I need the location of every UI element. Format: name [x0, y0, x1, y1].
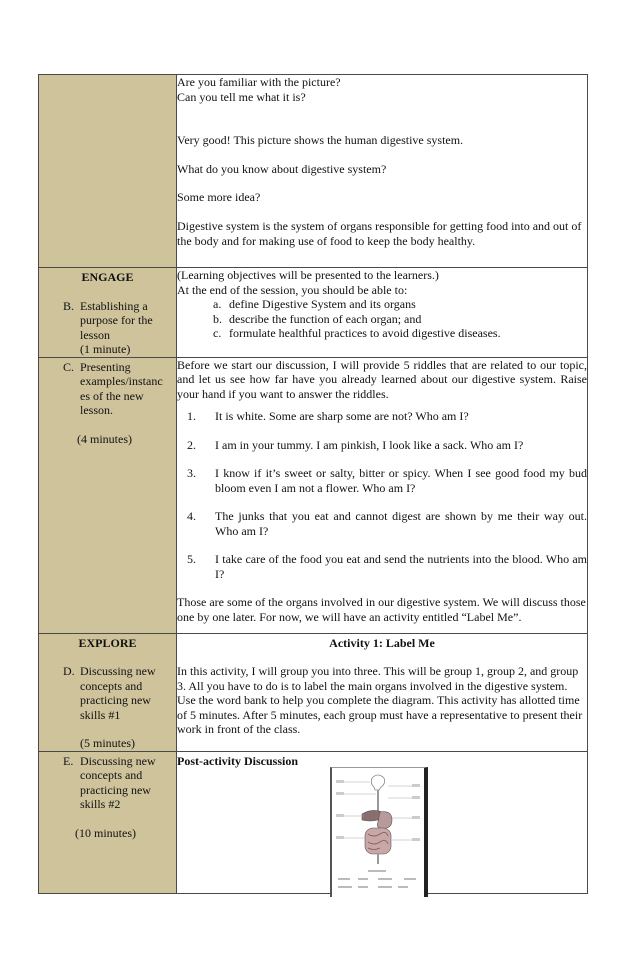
discussion-duration: (10 minutes): [75, 825, 136, 840]
presenting-left-cell: [39, 357, 177, 633]
riddle-number: 1.: [187, 409, 196, 423]
objective-item: [213, 297, 587, 312]
engage-duration: (1 minute): [80, 342, 131, 356]
question-know-digestive: What do you know about digestive system?: [177, 161, 387, 176]
riddle-intro: Before we start our discussion, I will provide 5 riddles that are related to our topic, and let us see how far have you already learned about our digestive system. Raise your hand if you want to answer the riddles.: [177, 357, 587, 401]
intro-left-cell: [39, 75, 177, 268]
riddle-list: [177, 409, 587, 581]
explore-left-cell: [39, 633, 177, 751]
presenting-item: [39, 360, 176, 418]
riddle-text: It is white. Some are sharp some are not? Who am I?: [215, 409, 469, 423]
riddle-number: 4.: [187, 509, 196, 523]
riddle-text: I know if it’s sweet or salty, bitter or spicy. When I see good food my bud bloom even I am not a flower. Who am I?: [215, 466, 587, 495]
question-more-idea: Some more idea?: [177, 190, 261, 204]
explore-item-label: Discussing new concepts and practicing new skills #1: [80, 664, 156, 722]
engage-heading: ENGAGE: [81, 270, 134, 284]
objective-item: [213, 312, 587, 327]
riddle-item: [177, 552, 587, 581]
question-what-is-it: Can you tell me what it is?: [177, 89, 306, 104]
engage-left-cell: [39, 268, 177, 358]
discussion-left-cell: [39, 751, 177, 893]
activity-title: Activity 1: Label Me: [329, 635, 435, 650]
engage-item-label: Establishing a purpose for the lesson: [80, 298, 153, 342]
explore-duration: (5 minutes): [80, 736, 135, 750]
answer-very-good: Very good! This picture shows the human digestive system.: [177, 133, 464, 147]
engage-item: [39, 299, 176, 343]
riddle-item: [177, 438, 587, 453]
objective-item: [213, 326, 587, 341]
presenting-right-cell: [177, 357, 588, 633]
discussion-row: [39, 751, 588, 893]
intro-right-cell: [177, 75, 588, 268]
explore-heading: EXPLORE: [78, 635, 137, 650]
riddle-number: 5.: [187, 552, 196, 566]
engage-right-cell: [177, 268, 588, 358]
objective-marker: c.: [213, 326, 222, 340]
presenting-row: [39, 357, 588, 633]
digestive-definition: Digestive system is the system of organs responsible for getting food into and out of the body and for making use of food to keep the body healthy.: [177, 218, 582, 248]
post-activity-title: Post-activity Discussion: [177, 753, 298, 768]
discussion-item-marker: E.: [63, 753, 74, 768]
engage-item-marker: B.: [63, 298, 75, 313]
digestive-system-diagram: [330, 767, 428, 897]
explore-row: [39, 633, 588, 751]
engage-intro: (Learning objectives will be presented to the learners.): [177, 268, 439, 282]
lesson-plan-table: [38, 74, 588, 894]
discussion-item: [39, 754, 176, 812]
explore-item-marker: D.: [63, 664, 75, 678]
digestive-system-diagram-image: [332, 768, 424, 896]
explore-item: [39, 664, 176, 722]
objectives-list: [177, 297, 587, 341]
explore-right-cell: [177, 633, 588, 751]
question-familiar: Are you familiar with the picture?: [177, 75, 341, 89]
presenting-duration: (4 minutes): [77, 431, 132, 446]
objective-text: define Digestive System and its organs: [229, 297, 416, 311]
riddle-number: 3.: [187, 466, 196, 480]
engage-row: [39, 268, 588, 358]
objective-marker: b.: [213, 311, 222, 326]
presenting-item-marker: C.: [63, 359, 75, 374]
objective-text: formulate healthful practices to avoid digestive diseases.: [229, 326, 501, 340]
riddle-number: 2.: [187, 437, 196, 452]
riddle-item: [177, 509, 587, 538]
riddle-item: [177, 409, 587, 424]
engage-lead: At the end of the session, you should be able to:: [177, 282, 408, 297]
riddle-text: I take care of the food you eat and send the nutrients into the blood. Who am I?: [215, 552, 587, 581]
riddle-text: I am in your tummy. I am pinkish, I look like a sack. Who am I?: [215, 437, 524, 452]
discussion-item-label: Discussing new concepts and practicing new skills #2: [80, 753, 156, 811]
objective-marker: a.: [213, 297, 222, 311]
objective-text: describe the function of each organ; and: [229, 311, 422, 326]
activity-instructions: In this activity, I will group you into three. This will be group 1, group 2, and group 3. All you have to do is to label the main organs involved in the digestive system. Use the word bank to help you complete the diagram. This activity has allotted time of 5 minutes. After 5 minutes, each group must have a representative to present their work in front of the class.: [177, 664, 583, 736]
presenting-item-label: Presenting examples/instanc es of the new lesson.: [80, 359, 163, 417]
riddle-item: [177, 466, 587, 495]
riddle-text: The junks that you eat and cannot digest are shown by me their way out. Who am I?: [215, 509, 587, 538]
intro-row: [39, 75, 588, 268]
riddle-closing: Those are some of the organs involved in our digestive system. We will discuss those one by one later. For now, we will have an activity entitled “Label Me”.: [177, 595, 586, 624]
